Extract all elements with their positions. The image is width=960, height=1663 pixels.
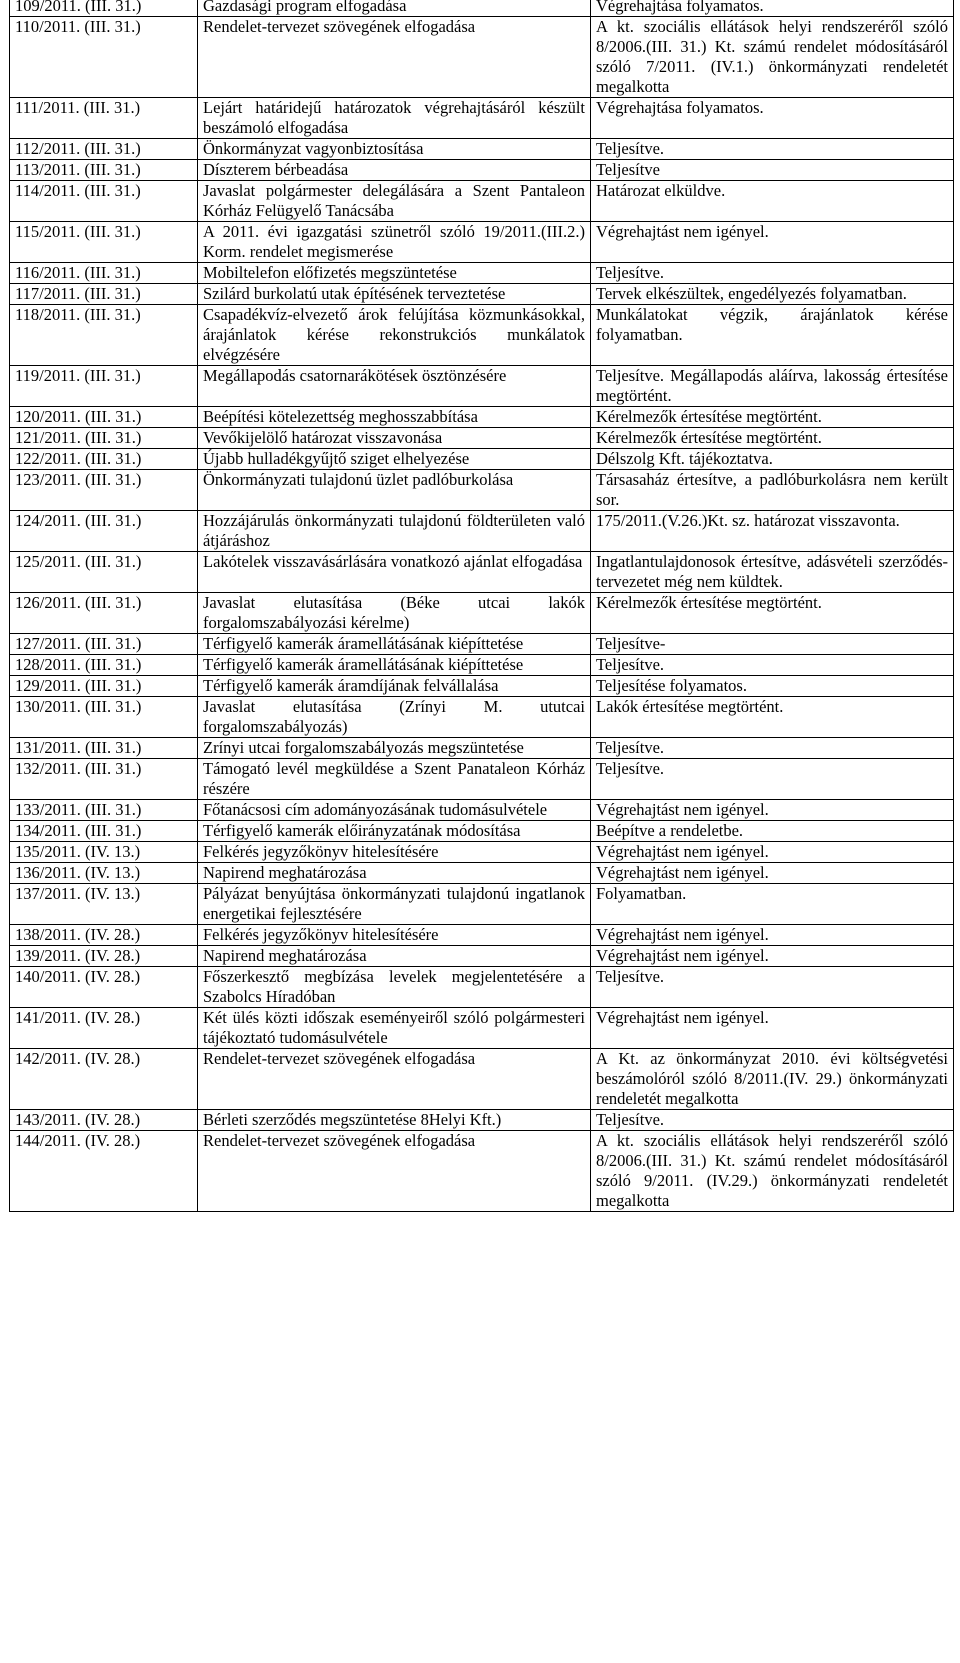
resolution-subject: Javaslat elutasítása (Béke utcai lakók forgalomszabályozási kérelme) bbox=[198, 593, 591, 634]
resolution-subject: Pályázat benyújtása önkormányzati tulajdonú ingatlanok energetikai fejlesztésére bbox=[198, 884, 591, 925]
resolution-status: Teljesítve. bbox=[591, 738, 954, 759]
resolution-number: 114/2011. (III. 31.) bbox=[10, 181, 198, 222]
table-row bbox=[10, 842, 954, 863]
resolution-subject: Támogató levél megküldése a Szent Panataleon Kórház részére bbox=[198, 759, 591, 800]
resolution-status: Kérelmezők értesítése megtörtént. bbox=[591, 428, 954, 449]
resolution-status: Lakók értesítése megtörtént. bbox=[591, 697, 954, 738]
resolution-number: 125/2011. (III. 31.) bbox=[10, 552, 198, 593]
resolution-subject: Felkérés jegyzőkönyv hitelesítésére bbox=[198, 842, 591, 863]
resolution-status: A kt. szociális ellátások helyi rendszeréről szóló 8/2006.(III. 31.) Kt. számú rendelet módosításáról szóló 9/2011. (IV.29.) önkormányzati rendeletét megalkotta bbox=[591, 1131, 954, 1212]
table-row bbox=[10, 428, 954, 449]
table-row bbox=[10, 884, 954, 925]
table-row bbox=[10, 222, 954, 263]
resolution-status: Határozat elküldve. bbox=[591, 181, 954, 222]
resolution-number: 130/2011. (III. 31.) bbox=[10, 697, 198, 738]
resolution-subject: A 2011. évi igazgatási szünetről szóló 19/2011.(III.2.) Korm. rendelet megismerése bbox=[198, 222, 591, 263]
resolution-subject: Lakótelek visszavásárlására vonatkozó ajánlat elfogadása bbox=[198, 552, 591, 593]
resolution-number: 110/2011. (III. 31.) bbox=[10, 17, 198, 98]
table-row bbox=[10, 655, 954, 676]
resolution-subject: Beépítési kötelezettség meghosszabbítása bbox=[198, 407, 591, 428]
resolution-subject: Rendelet-tervezet szövegének elfogadása bbox=[198, 17, 591, 98]
resolution-subject: Felkérés jegyzőkönyv hitelesítésére bbox=[198, 925, 591, 946]
resolution-status: A Kt. az önkormányzat 2010. évi költségvetési beszámolóról szóló 8/2011.(IV. 29.) önkormányzati rendeletét megalkotta bbox=[591, 1049, 954, 1110]
resolution-subject: Térfigyelő kamerák áramdíjának felvállalása bbox=[198, 676, 591, 697]
resolution-subject: Napirend meghatározása bbox=[198, 946, 591, 967]
table-row bbox=[10, 967, 954, 1008]
resolution-number: 132/2011. (III. 31.) bbox=[10, 759, 198, 800]
resolution-status: Társasaház értesítve, a padlóburkolásra nem került sor. bbox=[591, 470, 954, 511]
resolution-number: 127/2011. (III. 31.) bbox=[10, 634, 198, 655]
table-row bbox=[10, 925, 954, 946]
resolution-status: Tervek elkészültek, engedélyezés folyamatban. bbox=[591, 284, 954, 305]
resolution-status: Kérelmezők értesítése megtörtént. bbox=[591, 593, 954, 634]
table-row bbox=[10, 160, 954, 181]
table-row bbox=[10, 17, 954, 98]
resolution-number: 116/2011. (III. 31.) bbox=[10, 263, 198, 284]
resolution-status: Teljesítve. bbox=[591, 967, 954, 1008]
table-row bbox=[10, 305, 954, 366]
resolution-status: Végrehajtást nem igényel. bbox=[591, 925, 954, 946]
resolution-number: 137/2011. (IV. 13.) bbox=[10, 884, 198, 925]
resolution-status: Délszolg Kft. tájékoztatva. bbox=[591, 449, 954, 470]
table-row bbox=[10, 1008, 954, 1049]
resolution-number: 118/2011. (III. 31.) bbox=[10, 305, 198, 366]
resolution-number: 142/2011. (IV. 28.) bbox=[10, 1049, 198, 1110]
resolution-subject: Főtanácsosi cím adományozásának tudomásulvétele bbox=[198, 800, 591, 821]
resolution-subject: Főszerkesztő megbízása levelek megjelentetésére a Szabolcs Híradóban bbox=[198, 967, 591, 1008]
resolution-status: Folyamatban. bbox=[591, 884, 954, 925]
resolution-subject: Rendelet-tervezet szövegének elfogadása bbox=[198, 1049, 591, 1110]
resolution-number: 122/2011. (III. 31.) bbox=[10, 449, 198, 470]
table-row bbox=[10, 1131, 954, 1212]
resolution-subject: Mobiltelefon előfizetés megszüntetése bbox=[198, 263, 591, 284]
resolution-status: Teljesítve bbox=[591, 160, 954, 181]
resolution-subject: Lejárt határidejű határozatok végrehajtásáról készült beszámoló elfogadása bbox=[198, 98, 591, 139]
resolution-number: 124/2011. (III. 31.) bbox=[10, 511, 198, 552]
resolution-status: Teljesítése folyamatos. bbox=[591, 676, 954, 697]
table-row bbox=[10, 634, 954, 655]
resolution-number: 135/2011. (IV. 13.) bbox=[10, 842, 198, 863]
resolution-status: Munkálatokat végzik, árajánlatok kérése folyamatban. bbox=[591, 305, 954, 366]
resolution-subject: Gazdasági program elfogadása bbox=[198, 0, 591, 17]
table-row bbox=[10, 284, 954, 305]
table-row bbox=[10, 0, 954, 17]
resolution-number: 128/2011. (III. 31.) bbox=[10, 655, 198, 676]
resolution-subject: Térfigyelő kamerák előirányzatának módosítása bbox=[198, 821, 591, 842]
resolution-status: Teljesítve. Megállapodás aláírva, lakosság értesítése megtörtént. bbox=[591, 366, 954, 407]
resolution-number: 131/2011. (III. 31.) bbox=[10, 738, 198, 759]
table-row bbox=[10, 821, 954, 842]
resolution-number: 139/2011. (IV. 28.) bbox=[10, 946, 198, 967]
resolution-number: 123/2011. (III. 31.) bbox=[10, 470, 198, 511]
table-row bbox=[10, 800, 954, 821]
table-row bbox=[10, 946, 954, 967]
table-row bbox=[10, 181, 954, 222]
table-row bbox=[10, 470, 954, 511]
resolution-number: 126/2011. (III. 31.) bbox=[10, 593, 198, 634]
resolution-number: 119/2011. (III. 31.) bbox=[10, 366, 198, 407]
resolution-status: Végrehajtást nem igényel. bbox=[591, 800, 954, 821]
resolution-status: Végrehajtást nem igényel. bbox=[591, 863, 954, 884]
resolution-number: 109/2011. (III. 31.) bbox=[10, 0, 198, 17]
resolution-number: 112/2011. (III. 31.) bbox=[10, 139, 198, 160]
resolution-subject: Napirend meghatározása bbox=[198, 863, 591, 884]
table-row bbox=[10, 863, 954, 884]
resolutions-table-body bbox=[10, 0, 954, 1212]
resolution-subject: Önkormányzati tulajdonú üzlet padlóburkolása bbox=[198, 470, 591, 511]
resolution-status: Ingatlantulajdonosok értesítve, adásvételi szerződés-tervezetet még nem küldtek. bbox=[591, 552, 954, 593]
resolution-subject: Újabb hulladékgyűjtő sziget elhelyezése bbox=[198, 449, 591, 470]
table-row bbox=[10, 1049, 954, 1110]
table-row bbox=[10, 1110, 954, 1131]
resolution-number: 136/2011. (IV. 13.) bbox=[10, 863, 198, 884]
resolution-number: 141/2011. (IV. 28.) bbox=[10, 1008, 198, 1049]
resolution-subject: Bérleti szerződés megszüntetése 8Helyi Kft.) bbox=[198, 1110, 591, 1131]
resolution-status: Végrehajtást nem igényel. bbox=[591, 842, 954, 863]
resolution-subject: Szilárd burkolatú utak építésének terveztetése bbox=[198, 284, 591, 305]
resolution-subject: Megállapodás csatornarákötések ösztönzésére bbox=[198, 366, 591, 407]
resolution-status: Végrehajtása folyamatos. bbox=[591, 98, 954, 139]
resolution-number: 144/2011. (IV. 28.) bbox=[10, 1131, 198, 1212]
table-row bbox=[10, 738, 954, 759]
resolution-subject: Díszterem bérbeadása bbox=[198, 160, 591, 181]
resolution-number: 140/2011. (IV. 28.) bbox=[10, 967, 198, 1008]
resolution-number: 120/2011. (III. 31.) bbox=[10, 407, 198, 428]
resolution-subject: Javaslat elutasítása (Zrínyi M. ututcai forgalomszabályozás) bbox=[198, 697, 591, 738]
resolution-subject: Rendelet-tervezet szövegének elfogadása bbox=[198, 1131, 591, 1212]
resolution-number: 134/2011. (III. 31.) bbox=[10, 821, 198, 842]
resolution-number: 129/2011. (III. 31.) bbox=[10, 676, 198, 697]
table-row bbox=[10, 511, 954, 552]
table-row bbox=[10, 697, 954, 738]
resolution-status: Teljesítve. bbox=[591, 759, 954, 800]
resolution-status: Kérelmezők értesítése megtörtént. bbox=[591, 407, 954, 428]
table-row bbox=[10, 552, 954, 593]
resolution-number: 115/2011. (III. 31.) bbox=[10, 222, 198, 263]
table-row bbox=[10, 449, 954, 470]
resolution-status: Teljesítve. bbox=[591, 139, 954, 160]
resolution-subject: Vevőkijelölő határozat visszavonása bbox=[198, 428, 591, 449]
resolution-number: 111/2011. (III. 31.) bbox=[10, 98, 198, 139]
resolution-subject: Javaslat polgármester delegálására a Szent Pantaleon Kórház Felügyelő Tanácsába bbox=[198, 181, 591, 222]
resolution-status: Beépítve a rendeletbe. bbox=[591, 821, 954, 842]
resolution-subject: Önkormányzat vagyonbiztosítása bbox=[198, 139, 591, 160]
resolution-number: 117/2011. (III. 31.) bbox=[10, 284, 198, 305]
resolution-status: Teljesítve. bbox=[591, 1110, 954, 1131]
table-row bbox=[10, 759, 954, 800]
resolution-status: Végrehajtást nem igényel. bbox=[591, 946, 954, 967]
resolution-number: 133/2011. (III. 31.) bbox=[10, 800, 198, 821]
resolution-status: 175/2011.(V.26.)Kt. sz. határozat visszavonta. bbox=[591, 511, 954, 552]
resolution-subject: Térfigyelő kamerák áramellátásának kiépíttetése bbox=[198, 634, 591, 655]
resolution-status: Végrehajtást nem igényel. bbox=[591, 1008, 954, 1049]
resolution-status: Végrehajtása folyamatos. bbox=[591, 0, 954, 17]
resolution-number: 143/2011. (IV. 28.) bbox=[10, 1110, 198, 1131]
resolution-number: 113/2011. (III. 31.) bbox=[10, 160, 198, 181]
resolution-subject: Zrínyi utcai forgalomszabályozás megszüntetése bbox=[198, 738, 591, 759]
resolution-subject: Hozzájárulás önkormányzati tulajdonú földterületen való átjáráshoz bbox=[198, 511, 591, 552]
table-row bbox=[10, 593, 954, 634]
resolution-subject: Két ülés közti időszak eseményeiről szóló polgármesteri tájékoztató tudomásulvétele bbox=[198, 1008, 591, 1049]
resolution-number: 138/2011. (IV. 28.) bbox=[10, 925, 198, 946]
resolution-subject: Térfigyelő kamerák áramellátásának kiépíttetése bbox=[198, 655, 591, 676]
resolution-subject: Csapadékvíz-elvezető árok felújítása közmunkásokkal, árajánlatok kérése rekonstrukciós munkálatok elvégzésére bbox=[198, 305, 591, 366]
resolution-status: Teljesítve. bbox=[591, 263, 954, 284]
table-row bbox=[10, 139, 954, 160]
resolution-status: Végrehajtást nem igényel. bbox=[591, 222, 954, 263]
resolution-status: Teljesítve. bbox=[591, 655, 954, 676]
table-row bbox=[10, 366, 954, 407]
resolution-status: A kt. szociális ellátások helyi rendszeréről szóló 8/2006.(III. 31.) Kt. számú rendelet módosításáról szóló 7/2011. (IV.1.) önkormányzati rendeletét megalkotta bbox=[591, 17, 954, 98]
resolutions-table bbox=[9, 0, 954, 1212]
table-row bbox=[10, 407, 954, 428]
table-row bbox=[10, 263, 954, 284]
resolution-number: 121/2011. (III. 31.) bbox=[10, 428, 198, 449]
resolution-status: Teljesítve- bbox=[591, 634, 954, 655]
table-row bbox=[10, 98, 954, 139]
table-row bbox=[10, 676, 954, 697]
